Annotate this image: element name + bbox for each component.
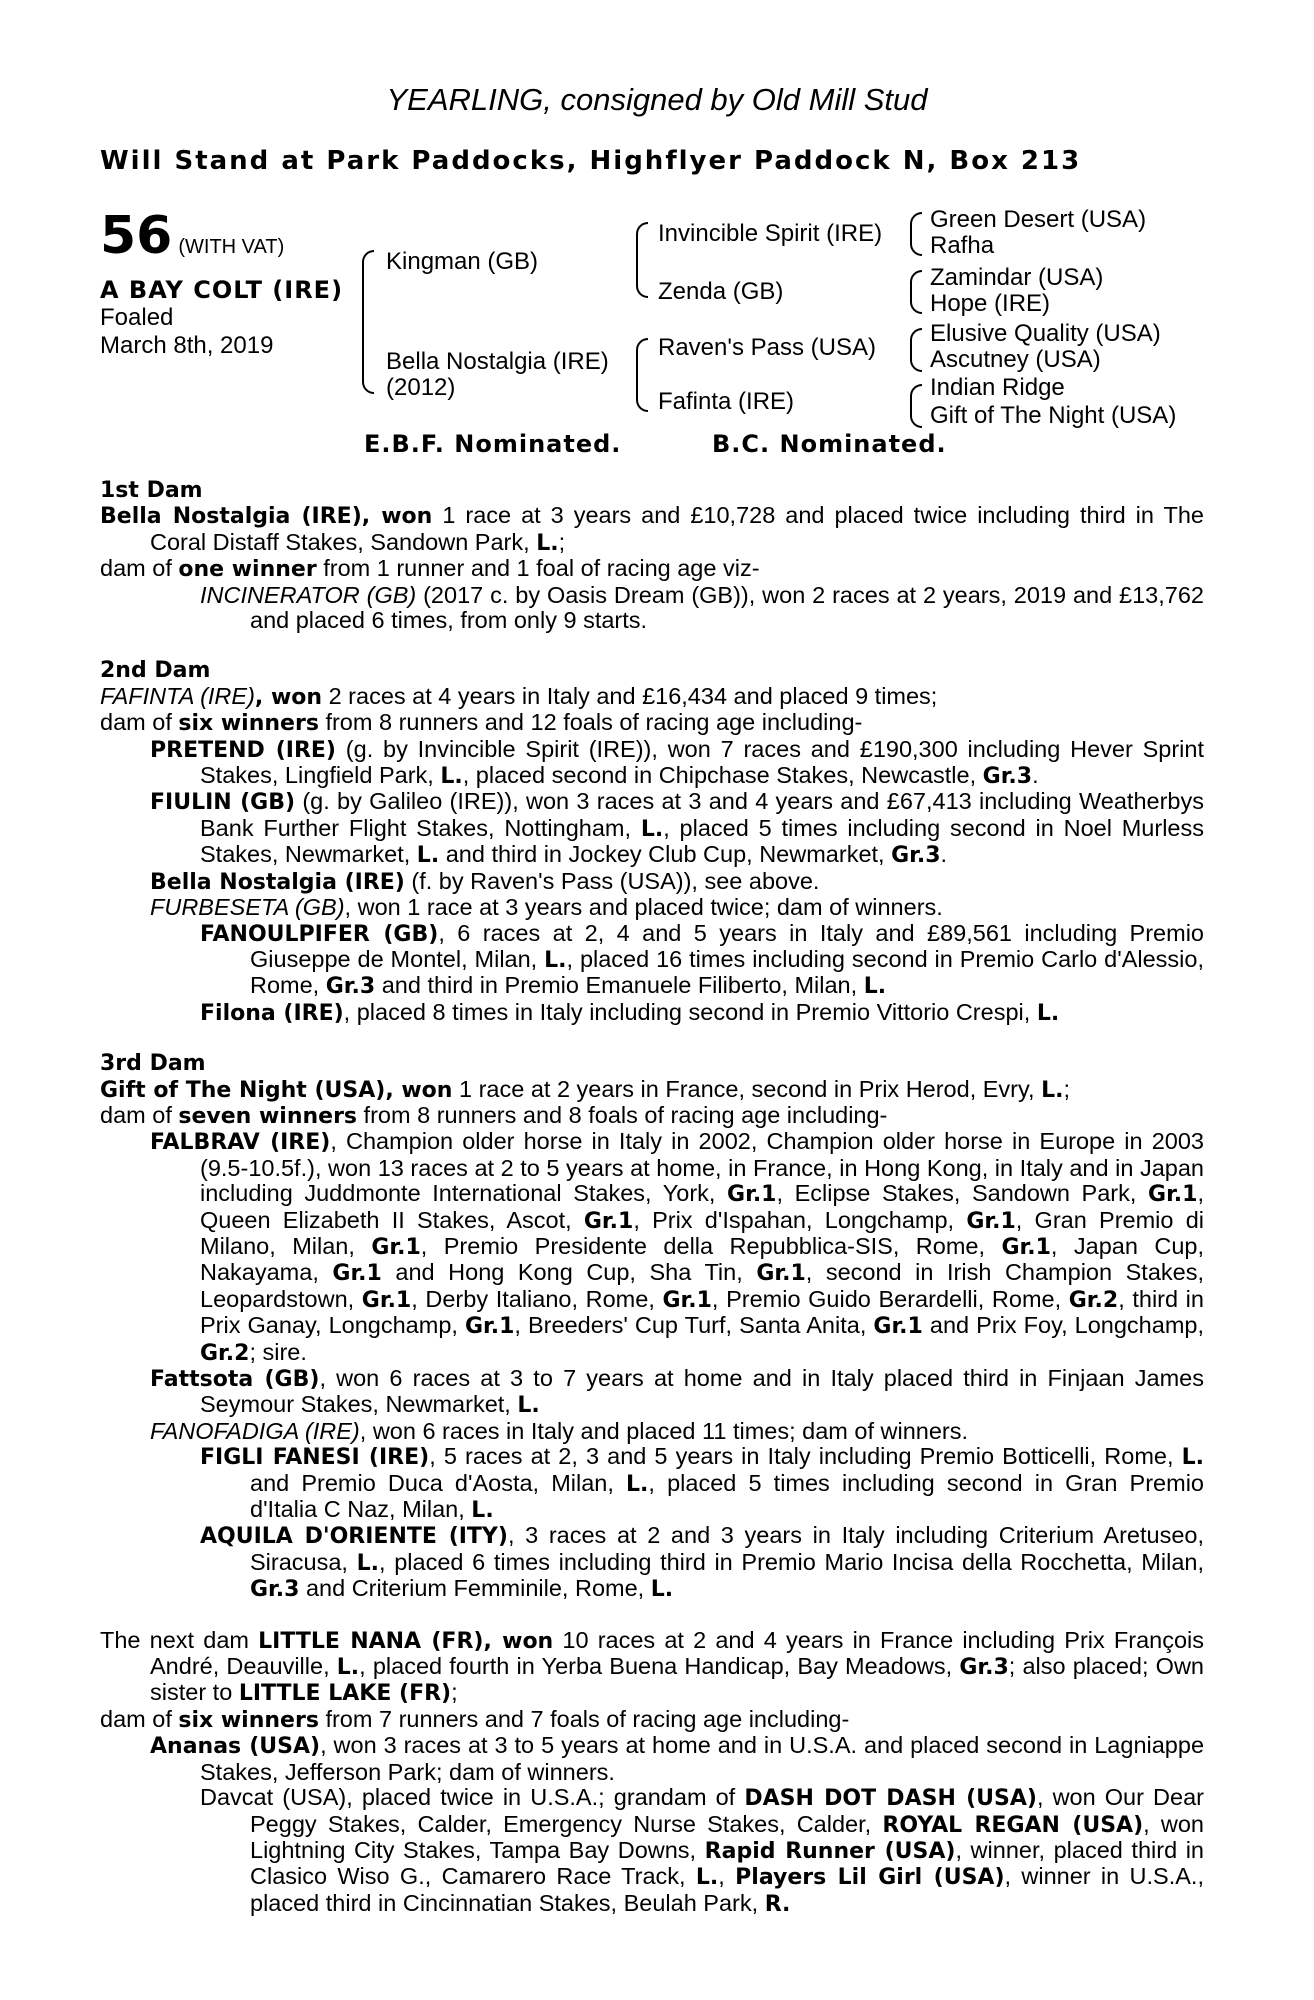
produce-text: dam of xyxy=(100,709,179,736)
fanoulpifer-entry xyxy=(100,921,1204,1000)
pedigree-sire-sire: Invincible Spirit (IRE) xyxy=(658,220,883,247)
group-mark: Gr.1 xyxy=(361,1287,412,1313)
second-dam-record xyxy=(100,684,1204,710)
race-text: (2017 c. by Oasis Dream (GB)), won 2 races at 2 years, 2019 and £13,762 and placed 6 times, from only 9 starts. xyxy=(250,581,1204,634)
produce-text: The next dam xyxy=(100,1626,259,1653)
horse-name: FIULIN (GB) xyxy=(150,790,296,816)
race-text: , won 1 race at 3 years and placed twice; dam of winners. xyxy=(344,894,943,921)
listed-mark: L. xyxy=(544,947,567,973)
horse-name: INCINERATOR (GB) xyxy=(200,581,417,608)
pedigree-dam-dam: Fafinta (IRE) xyxy=(658,388,795,415)
horse-name: Bella Nostalgia (IRE) xyxy=(100,504,362,530)
horse-name: FAFINTA (IRE) xyxy=(100,682,255,709)
pedigree-g1: Green Desert (USA) xyxy=(930,206,1147,233)
incinerator-entry xyxy=(100,583,1204,634)
group-mark: Gr.1 xyxy=(583,1208,634,1234)
race-text: , third in Prix Ganay, Longchamp, xyxy=(200,1285,1204,1339)
group-mark: Gr.1 xyxy=(756,1261,806,1287)
race-text: , Derby Italiano, Rome, xyxy=(411,1285,663,1312)
next-dam-record xyxy=(100,1628,1204,1707)
horse-name: Rapid Runner (USA) xyxy=(704,1838,956,1864)
group-mark: Gr.1 xyxy=(332,1261,382,1287)
group-mark: Gr.1 xyxy=(873,1314,923,1340)
race-text: , Eclipse Stakes, Sandown Park, xyxy=(776,1180,1149,1207)
produce-text: from 8 runners and 12 foals of racing age including- xyxy=(318,709,863,736)
group-mark: Gr.1 xyxy=(464,1314,515,1340)
race-text: , second in Irish Champion Stakes, Leopardstown, xyxy=(200,1259,1204,1312)
first-dam-record xyxy=(100,503,1204,556)
punct: . xyxy=(1032,762,1039,789)
pedigree-g6: Ascutney (USA) xyxy=(930,346,1101,373)
pedigree-dam-sire: Raven's Pass (USA) xyxy=(658,334,876,361)
race-text: , 6 races at 2, 4 and 5 years in Italy and £89,561 including Premio Giuseppe de Montel, Milan, xyxy=(250,919,1204,972)
pedigree-brace xyxy=(636,338,648,412)
third-dam-heading: 3rd Dam xyxy=(100,1051,206,1077)
falbrav-entry xyxy=(100,1129,1204,1366)
winners-count: six winners xyxy=(178,711,319,737)
horse-name: LITTLE NANA (FR) xyxy=(258,1628,484,1654)
pedigree-brace xyxy=(910,328,922,372)
race-text: , won 3 races at 3 to 5 years at home and in U.S.A. and placed second in Lagniappe Stakes, Jefferson Park; dam of winners. xyxy=(200,1732,1205,1785)
pedigree-sire: Kingman (GB) xyxy=(386,248,539,275)
third-dam-record xyxy=(100,1077,1204,1103)
horse-name: PRETEND (IRE) xyxy=(150,737,336,763)
group-mark: Gr.2 xyxy=(1068,1287,1119,1313)
horse-name: FALBRAV (IRE) xyxy=(150,1130,331,1156)
race-text: Davcat (USA), placed twice in U.S.A.; grandam of xyxy=(200,1784,745,1811)
race-text: , Breeders' Cup Turf, Santa Anita, xyxy=(514,1312,874,1339)
horse-name: Gift of The Night (USA) xyxy=(100,1077,386,1103)
race-text: , Gran Premio di Milano, Milan, xyxy=(200,1206,1205,1259)
race-text: and third in Jockey Club Cup, Newmarket, xyxy=(439,841,892,868)
pedigree-brace xyxy=(910,212,922,256)
produce-text: from 1 runner and 1 foal of racing age viz- xyxy=(316,555,760,582)
race-text: , won Our Dear Peggy Stakes, Calder, Emergency Nurse Stakes, Calder, xyxy=(250,1784,1204,1837)
produce-text: dam of xyxy=(100,1705,179,1732)
ebf-nominated: E.B.F. Nominated. xyxy=(364,430,622,458)
horse-name: Bella Nostalgia (IRE) xyxy=(150,869,405,895)
furbeseta-entry xyxy=(100,895,1204,920)
race-text: , Japan Cup, Nakayama, xyxy=(200,1232,1204,1286)
pedigree-sire-dam: Zenda (GB) xyxy=(658,278,784,305)
first-dam-produce xyxy=(100,556,1204,582)
produce-text: from 8 runners and 8 foals of racing age including- xyxy=(357,1101,888,1128)
horse-name: FANOFADIGA (IRE) xyxy=(150,1417,360,1444)
horse-name: AQUILA D'ORIENTE (ITY) xyxy=(200,1524,508,1550)
race-text: , placed 6 times including third in Premio Mario Incisa della Rocchetta, Milan, xyxy=(379,1548,1204,1575)
race-text: , winner in U.S.A., placed third in Cincinnatian Stakes, Beulah Park, xyxy=(250,1863,1204,1916)
foaled-info xyxy=(100,304,273,360)
produce-text: from 7 runners and 7 foals of racing age including- xyxy=(318,1705,850,1732)
race-text: and Criterium Femminile, Rome, xyxy=(299,1575,651,1602)
listed-mark: L. xyxy=(440,764,463,790)
race-text: , won 6 races at 3 to 7 years at home and in Italy placed third in Finjaan James Seymour Stakes, Newmarket, xyxy=(200,1365,1204,1418)
lot-title: A BAY COLT (IRE) xyxy=(100,276,344,304)
fattsota-entry xyxy=(100,1366,1204,1419)
race-text: and Hong Kong Cup, Sha Tin, xyxy=(381,1259,757,1286)
race-text: and third in Premio Emanuele Filiberto, Milan, xyxy=(375,972,864,999)
third-dam-produce xyxy=(100,1103,1204,1129)
race-text: , Premio Presidente della Repubblica-SIS, Rome, xyxy=(420,1232,1002,1259)
pedigree-g3: Zamindar (USA) xyxy=(930,264,1104,291)
second-dam-produce xyxy=(100,710,1204,736)
group-mark: Gr.1 xyxy=(966,1208,1016,1234)
horse-name: LITTLE LAKE (FR) xyxy=(238,1681,452,1707)
consignor-line: YEARLING, consigned by Old Mill Stud xyxy=(386,82,928,117)
race-text: , placed 8 times in Italy including second in Premio Vittorio Crespi, xyxy=(343,998,1037,1025)
listed-mark: L. xyxy=(517,1393,540,1419)
won-label: , won xyxy=(483,1628,554,1654)
listed-mark: L. xyxy=(416,843,440,869)
race-text: , won Lightning City Stakes, Tampa Bay Downs, xyxy=(250,1810,1205,1863)
listed-mark: L. xyxy=(336,1655,360,1681)
group-mark: Gr.3 xyxy=(891,843,941,869)
group-mark: Gr.1 xyxy=(1148,1182,1198,1208)
race-text: 1 race at 2 years in France, second in Prix Herod, Evry, xyxy=(452,1075,1042,1102)
punct: ; xyxy=(1063,1075,1070,1102)
race-text: , Premio Guido Berardelli, Rome, xyxy=(711,1285,1069,1312)
race-text: (g. by Galileo (IRE)), won 3 races at 3 and 4 years and £67,413 including Weatherbys Bank Further Flight Stakes, Nottingham, xyxy=(200,788,1204,841)
first-dam-heading: 1st Dam xyxy=(100,478,203,503)
figli-fanesi-entry xyxy=(100,1444,1204,1523)
fiulin-entry xyxy=(100,789,1204,868)
pedigree-g8: Gift of The Night (USA) xyxy=(930,402,1177,429)
listed-mark: L. xyxy=(695,1865,719,1891)
listed-mark: L. xyxy=(356,1550,380,1576)
listed-mark: L. xyxy=(640,816,664,842)
pedigree-dam-year: (2012) xyxy=(386,374,456,401)
bella-entry xyxy=(100,869,1204,895)
race-text: , placed second in Chipchase Stakes, Newcastle, xyxy=(462,762,983,789)
group-mark: Gr.2 xyxy=(200,1340,250,1366)
ananas-entry xyxy=(100,1733,1204,1785)
fanofadiga-entry xyxy=(100,1419,1204,1444)
produce-text: dam of xyxy=(100,1101,179,1128)
race-text: ; also placed; Own sister to xyxy=(150,1653,1204,1706)
race-text: (f. by Raven's Pass (USA)), see above. xyxy=(404,867,820,894)
winners-count: seven winners xyxy=(178,1103,358,1129)
punct: . xyxy=(940,841,948,868)
restricted-mark: R. xyxy=(764,1891,791,1917)
pedigree-g4: Hope (IRE) xyxy=(930,290,1051,317)
punct: ; xyxy=(451,1679,458,1706)
race-text: , won 6 races in Italy and placed 11 times; dam of winners. xyxy=(359,1417,969,1444)
pedigree-brace xyxy=(362,250,374,394)
winners-count: one winner xyxy=(178,557,317,583)
race-text: , 5 races at 2, 3 and 5 years in Italy including Premio Botticelli, Rome, xyxy=(429,1443,1182,1470)
horse-name: Fattsota (GB) xyxy=(150,1367,320,1392)
won-label: , won xyxy=(254,684,323,710)
group-mark: Gr.3 xyxy=(982,764,1033,790)
stand-location: Will Stand at Park Paddocks, Highflyer Paddock N, Box 213 xyxy=(100,146,1082,176)
race-text: , placed 5 times including second in Noel Murless Stakes, Newmarket, xyxy=(200,814,1204,868)
pedigree-brace xyxy=(636,222,648,298)
punct: ; sire. xyxy=(249,1338,307,1365)
race-text: and Premio Duca d'Aosta, Milan, xyxy=(250,1469,627,1496)
produce-text: dam of xyxy=(100,555,179,582)
filona-entry xyxy=(100,1000,1204,1026)
race-text: 2 races at 4 years in Italy and £16,434 and placed 9 times; xyxy=(322,682,938,709)
bc-nominated: B.C. Nominated. xyxy=(712,430,947,458)
group-mark: Gr.1 xyxy=(1001,1234,1051,1260)
vat-note: (WITH VAT) xyxy=(178,236,285,258)
race-text: and Prix Foy, Longchamp, xyxy=(922,1312,1204,1339)
listed-mark: L. xyxy=(536,530,559,556)
pedigree-brace xyxy=(910,270,922,314)
race-text: 1 race at 3 years and £10,728 and placed twice including third in The Coral Distaff Stakes, Sandown Park, xyxy=(150,502,1204,555)
listed-mark: L. xyxy=(626,1471,649,1497)
listed-mark: L. xyxy=(1041,1077,1064,1103)
listed-mark: L. xyxy=(863,974,887,1000)
race-text: , Queen Elizabeth II Stakes, Ascot, xyxy=(200,1180,1204,1233)
horse-name: FANOULPIFER (GB) xyxy=(200,921,439,947)
group-mark: Gr.1 xyxy=(371,1234,421,1260)
foaled-date: March 8th, 2019 xyxy=(100,332,274,359)
group-mark: Gr.1 xyxy=(727,1182,777,1208)
davcat-entry xyxy=(100,1785,1204,1917)
race-text: 10 races at 2 and 4 years in France including Prix François André, Deauville, xyxy=(150,1626,1205,1680)
listed-mark: L. xyxy=(1181,1445,1204,1471)
race-text: , 3 races at 2 and 3 years in Italy including Criterium Aretuseo, Siracusa, xyxy=(250,1522,1204,1575)
race-text: , placed fourth in Yerba Buena Handicap, Bay Meadows, xyxy=(359,1653,960,1680)
listed-mark: L. xyxy=(1036,1000,1060,1026)
punct: , xyxy=(718,1863,736,1890)
horse-name: FURBESETA (GB) xyxy=(150,894,345,921)
horse-name: Filona (IRE) xyxy=(200,1000,344,1026)
pedigree-g5: Elusive Quality (USA) xyxy=(930,320,1161,347)
pretend-entry xyxy=(100,737,1204,790)
horse-name: ROYAL REGAN (USA) xyxy=(882,1812,1144,1838)
aquila-entry xyxy=(100,1523,1204,1602)
race-text: , winner, placed third in Clasico Wiso G., Camarero Race Track, xyxy=(250,1836,1205,1890)
group-mark: Gr.1 xyxy=(662,1287,712,1313)
horse-name: Ananas (USA) xyxy=(150,1734,321,1760)
pedigree-g7: Indian Ridge xyxy=(930,374,1065,401)
horse-name: DASH DOT DASH (USA) xyxy=(744,1786,1037,1812)
won-label: , won xyxy=(385,1077,453,1103)
race-text: , placed 5 times including second in Gran Premio d'Italia C Naz, Milan, xyxy=(250,1469,1204,1523)
race-text: , placed 16 times including second in Premio Carlo d'Alessio, Rome, xyxy=(250,945,1204,999)
listed-mark: L. xyxy=(650,1577,674,1603)
horse-name: Players Lil Girl (USA) xyxy=(735,1865,1005,1891)
pedigree-dam: Bella Nostalgia (IRE) xyxy=(386,348,609,375)
listed-mark: L. xyxy=(471,1498,494,1524)
group-mark: Gr.3 xyxy=(959,1655,1009,1681)
pedigree-g2: Rafha xyxy=(930,232,995,259)
race-text: (g. by Invincible Spirit (IRE)), won 7 races and £190,300 including Hever Sprint Stakes, Lingfield Park, xyxy=(200,735,1204,789)
catalogue-body xyxy=(100,478,1204,1917)
race-text: , Champion older horse in Italy in 2002, Champion older horse in Europe in 2003 (9.5-10.5f.), won 13 races at 2 to 5 years at home, in France, in Hong Kong, in Italy and in Japan including Juddmonte International Stakes, York, xyxy=(200,1128,1204,1207)
group-mark: Gr.3 xyxy=(325,974,376,1000)
winners-count: six winners xyxy=(178,1707,319,1733)
pedigree-brace xyxy=(910,384,922,428)
group-mark: Gr.3 xyxy=(250,1577,300,1603)
won-label: , won xyxy=(361,504,433,530)
foaled-label: Foaled xyxy=(100,304,174,331)
lot-header xyxy=(100,206,284,266)
second-dam-heading: 2nd Dam xyxy=(100,658,211,684)
horse-name: FIGLI FANESI (IRE) xyxy=(200,1445,430,1471)
race-text: , Prix d'Ispahan, Longchamp, xyxy=(633,1206,967,1233)
next-dam-produce xyxy=(100,1707,1204,1733)
punct: ; xyxy=(558,528,566,555)
lot-number: 56 xyxy=(100,206,173,266)
